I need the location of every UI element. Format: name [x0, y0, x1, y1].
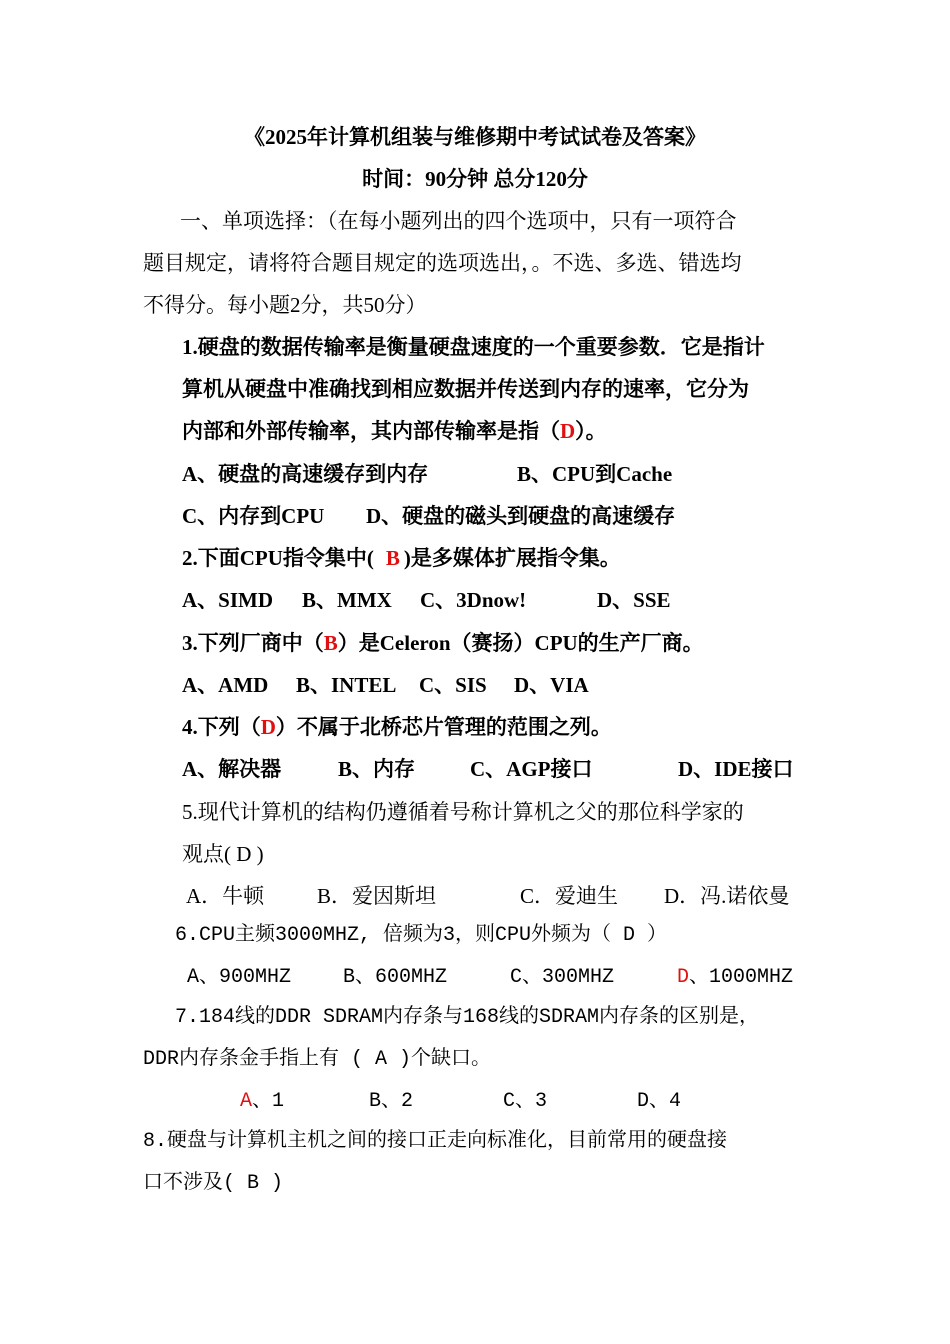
q1-option-d: D、硬盘的磁头到硬盘的高速缓存 [366, 504, 676, 528]
q6-answer: D [677, 966, 690, 989]
q1-answer: D [560, 419, 576, 443]
q2-post: )是多媒体扩展指令集。 [403, 546, 621, 570]
q4-line1 [182, 712, 612, 742]
q2-answer: B [385, 546, 400, 570]
q6-option-b: B、600MHZ [343, 966, 448, 989]
q3-line1 [182, 628, 704, 658]
q4-post: ）不属于北桥芯片管理的范围之列。 [275, 715, 612, 739]
q7-option-d: D、4 [637, 1090, 682, 1113]
q6-option-d [677, 963, 793, 993]
q1-line3-post: ）。 [575, 419, 607, 443]
q7-option-a-rest: 、1 [252, 1090, 285, 1113]
q3-option-a: A、AMD [182, 673, 269, 697]
q2-pre: 2.下面CPU指令集中( [182, 546, 374, 570]
section1-line1: 一、单项选择：（在每小题列出的四个选项中，只有一项符合 [180, 209, 737, 233]
q1-line2: 算机从硬盘中准确找到相应数据并传送到内存的速率，它分为 [182, 377, 749, 401]
q8-line1: 8.硬盘与计算机主机之间的接口正走向标准化，目前常用的硬盘接 [143, 1130, 728, 1153]
q7-line2: DDR内存条金手指上有 ( A )个缺口。 [143, 1048, 492, 1071]
q3-post: ）是Celeron（赛扬）CPU的生产厂商。 [337, 631, 704, 655]
section1-line3: 不得分。每小题2分，共50分） [143, 293, 427, 317]
q2-option-b: B、MMX [302, 588, 392, 612]
q2-option-c: C、3Dnow! [420, 588, 527, 612]
q7-option-a [240, 1087, 284, 1117]
q2-line1 [182, 543, 621, 573]
q1-line1: 1.硬盘的数据传输率是衡量硬盘速度的一个重要参数．它是指计 [182, 335, 765, 359]
q6-option-a: A、900MHZ [187, 966, 292, 989]
q7-option-b: B、2 [369, 1090, 414, 1113]
q4-option-c: C、AGP接口 [470, 757, 593, 781]
q7-option-c: C、3 [503, 1090, 548, 1113]
q6-line1: 6.CPU主频3000MHZ, 倍频为3，则CPU外频为（ D ） [175, 924, 668, 947]
q1-line3-pre: 内部和外部传输率，其内部传输率是指（ [182, 419, 560, 443]
q5-line2: 观点( D ) [182, 842, 264, 866]
q5-option-b: B．爱因斯坦 [317, 884, 437, 908]
q6-option-d-rest: 、1000MHZ [689, 966, 794, 989]
q3-option-b: B、INTEL [296, 673, 397, 697]
q1-option-c: C、内存到CPU [182, 504, 325, 528]
q7-answer: A [240, 1090, 253, 1113]
q2-option-d: D、SSE [597, 588, 671, 612]
q3-answer: B [323, 631, 338, 655]
q4-pre: 4.下列（ [182, 715, 261, 739]
q5-line1: 5.现代计算机的结构仍遵循着号称计算机之父的那位科学家的 [182, 800, 744, 824]
q1-option-b: B、CPU到Cache [517, 462, 673, 486]
q3-option-d: D、VIA [514, 673, 589, 697]
q1-line3 [182, 416, 607, 446]
q5-option-c: C．爱迪生 [520, 884, 619, 908]
q3-pre: 3.下列厂商中（ [182, 631, 324, 655]
q1-option-a: A、硬盘的高速缓存到内存 [182, 462, 429, 486]
q5-option-d: D．冯.诺依曼 [664, 884, 790, 908]
q5-option-a: A．牛顿 [186, 884, 265, 908]
q7-line1: 7.184线的DDR SDRAM内存条与168线的SDRAM内存条的区别是， [175, 1006, 760, 1029]
page-subtitle: 时间：90分钟 总分120分 [362, 167, 588, 191]
q4-answer: D [260, 715, 276, 739]
q6-option-c: C、300MHZ [510, 966, 615, 989]
q8-line2: 口不涉及( B ) [143, 1172, 284, 1195]
q3-option-c: C、SIS [419, 673, 487, 697]
page-title: 《2025年计算机组装与维修期中考试试卷及答案》 [244, 125, 706, 149]
q2-option-a: A、SIMD [182, 588, 274, 612]
section1-line2: 题目规定，请将符合题目规定的选项选出，。不选、多选、错选均 [143, 251, 742, 275]
q4-option-d: D、IDE接口 [678, 757, 794, 781]
q4-option-a: A、解决器 [182, 757, 282, 781]
q4-option-b: B、内存 [338, 757, 416, 781]
